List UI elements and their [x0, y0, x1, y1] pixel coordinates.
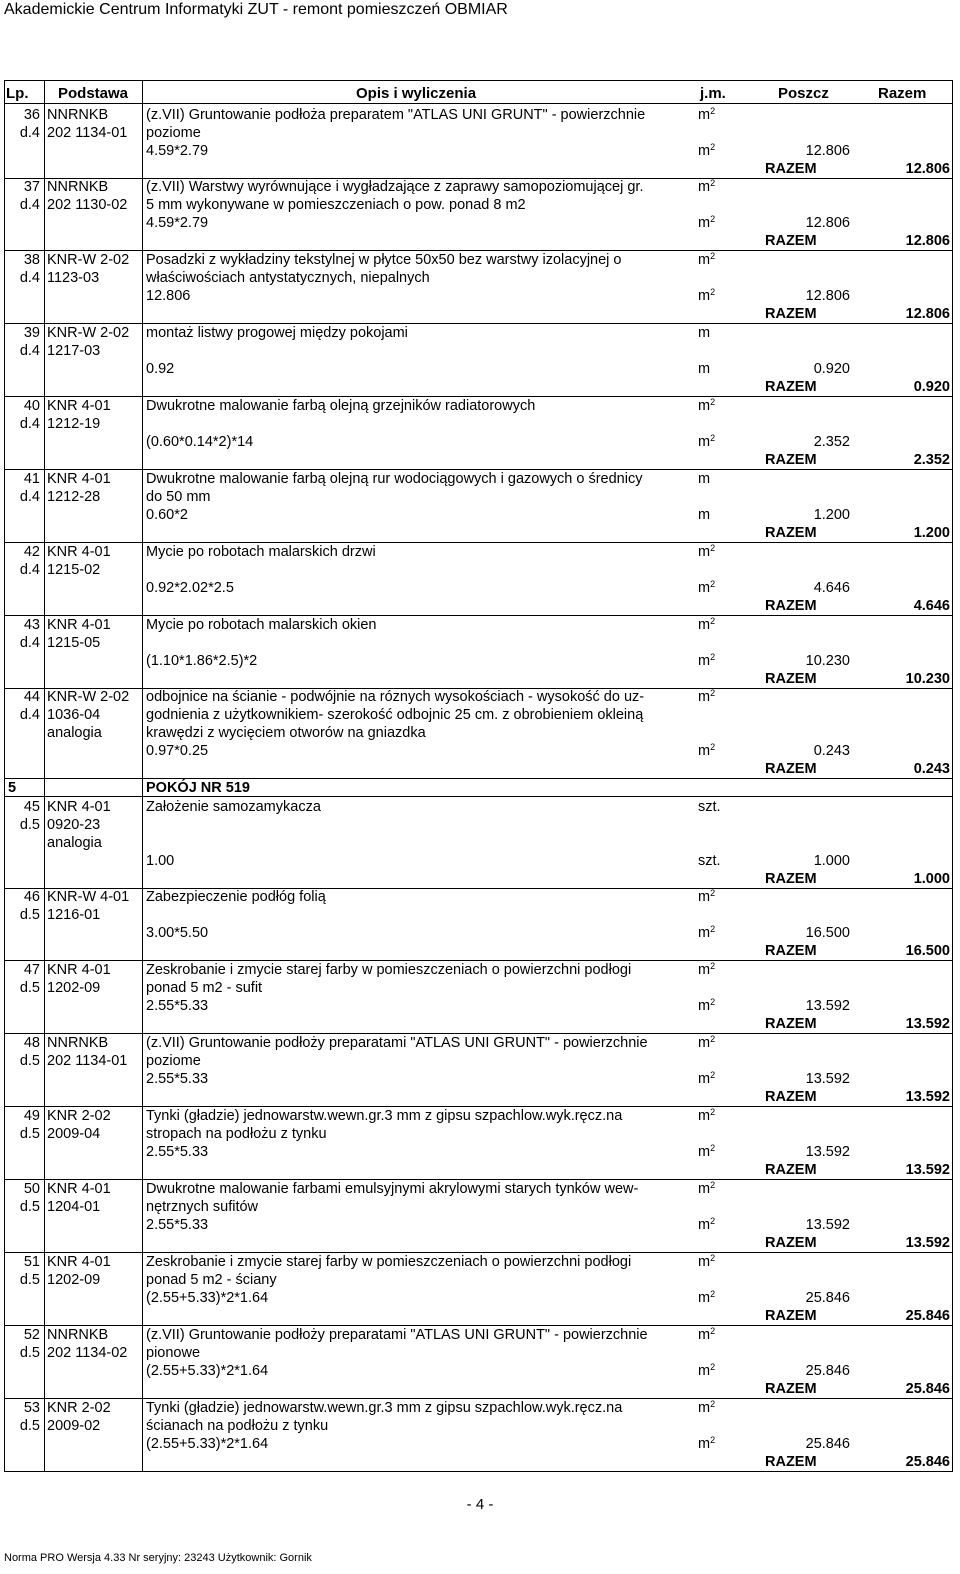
row-calc-unit: $m^2$: [698, 1070, 716, 1087]
row-basis: 1216-01: [47, 907, 101, 923]
row-partial-value: 4.646: [813, 580, 850, 596]
row-number: 50: [23, 1181, 40, 1197]
row-partial-value: 12.806: [805, 215, 850, 231]
row-basis: KNR 4-01: [47, 1181, 111, 1197]
row-number: 43: [23, 617, 40, 633]
row-description: ponad 5 m2 - sufit: [146, 980, 263, 996]
row-number: 36: [23, 107, 40, 123]
row-calculation: 0.97*0.25: [146, 743, 209, 759]
row-partial-value: 12.806: [805, 288, 850, 304]
row-basis: 1212-28: [47, 489, 101, 505]
footer-text: Norma PRO Wersja 4.33 Nr seryjny: 23243 Użytkownik: Gornik: [4, 1552, 312, 1564]
column-header-poszcz: Poszcz: [778, 85, 829, 102]
row-calculation: 4.59*2.79: [146, 143, 209, 159]
row-basis: 1202-09: [47, 980, 101, 996]
row-basis: 1215-05: [47, 635, 101, 651]
row-description: Założenie samozamykacza: [146, 799, 321, 815]
row-description: (z.VII) Gruntowanie podłoży preparatami "ATLAS UNI GRUNT" - powierzchnie: [146, 1035, 648, 1051]
row-unit: $m^2$: [698, 961, 716, 978]
row-partial-value: 25.846: [805, 1363, 850, 1379]
row-total-label: RAZEM: [765, 306, 817, 322]
row-total-label: RAZEM: [765, 161, 817, 177]
column-header-opis: Opis i wyliczenia: [356, 85, 477, 102]
row-calculation: 0.60*2: [146, 507, 188, 523]
row-description: pionowe: [146, 1345, 201, 1361]
row-section-code: d.4: [19, 416, 40, 432]
row-basis: analogia: [47, 835, 102, 851]
row-basis: 1036-04: [47, 707, 101, 723]
row-total-label: RAZEM: [765, 761, 817, 777]
row-calc-unit: $m^2$: [698, 433, 716, 450]
row-total-label: RAZEM: [765, 1089, 817, 1105]
row-total-label: RAZEM: [765, 1381, 817, 1397]
row-basis: KNR 4-01: [47, 544, 111, 560]
row-total-label: RAZEM: [765, 1162, 817, 1178]
row-total-label: RAZEM: [765, 525, 817, 541]
row-section-code: d.5: [19, 1272, 40, 1288]
row-partial-value: 13.592: [805, 1144, 850, 1160]
row-description: (z.VII) Gruntowanie podłoża preparatem "ATLAS UNI GRUNT" - powierzchnie: [146, 107, 646, 123]
row-section-code: d.5: [19, 1053, 40, 1069]
row-total-value: 13.592: [905, 1235, 950, 1251]
row-basis: 202 1134-01: [47, 125, 128, 141]
row-calc-unit: m: [698, 361, 711, 377]
row-calculation: 4.59*2.79: [146, 215, 209, 231]
row-unit: $m^2$: [698, 178, 716, 195]
row-calc-unit: $m^2$: [698, 1216, 716, 1233]
row-total-value: 25.846: [905, 1381, 950, 1397]
row-calc-unit: $m^2$: [698, 142, 716, 159]
row-number: 40: [23, 398, 40, 414]
row-section-code: d.5: [19, 980, 40, 996]
row-unit: $m^2$: [698, 1399, 716, 1416]
row-partial-value: 25.846: [805, 1436, 850, 1452]
row-total-value: 12.806: [905, 161, 950, 177]
row-calc-unit: m: [698, 507, 711, 523]
row-description: Mycie po robotach malarskich okien: [146, 617, 377, 633]
row-calculation: 0.92: [146, 361, 175, 377]
row-description: Zeskrobanie i zmycie starej farby w pomieszczeniach o powierzchni podłogi: [146, 962, 632, 978]
row-partial-value: 1.000: [813, 853, 850, 869]
row-section-code: d.5: [19, 1418, 40, 1434]
row-basis: KNR 4-01: [47, 398, 111, 414]
row-partial-value: 13.592: [805, 1071, 850, 1087]
row-basis: KNR 4-01: [47, 962, 111, 978]
row-number: 48: [23, 1035, 40, 1051]
row-partial-value: 13.592: [805, 998, 850, 1014]
row-total-label: RAZEM: [765, 871, 817, 887]
row-calculation: (2.55+5.33)*2*1.64: [146, 1436, 269, 1452]
row-description: (z.VII) Warstwy wyrównujące i wygładzające z zaprawy samopoziomującej gr.: [146, 179, 644, 195]
row-description: Mycie po robotach malarskich drzwi: [146, 544, 376, 560]
row-basis: 202 1130-02: [47, 197, 128, 213]
row-total-label: RAZEM: [765, 1235, 817, 1251]
row-total-value: 13.592: [905, 1089, 950, 1105]
row-partial-value: 13.592: [805, 1217, 850, 1233]
row-unit: $m^2$: [698, 688, 716, 705]
row-unit: m: [698, 325, 711, 341]
row-section-code: d.5: [19, 1199, 40, 1215]
row-calc-unit: $m^2$: [698, 287, 716, 304]
row-unit: $m^2$: [698, 888, 716, 905]
row-unit: $m^2$: [698, 1034, 716, 1051]
row-unit: szt.: [698, 799, 721, 815]
row-description: poziome: [146, 125, 201, 141]
row-basis: 2009-04: [47, 1126, 101, 1142]
row-unit: $m^2$: [698, 251, 716, 268]
row-calc-unit: $m^2$: [698, 997, 716, 1014]
row-number: 37: [23, 179, 40, 195]
row-basis: KNR 4-01: [47, 471, 111, 487]
row-basis: 1217-03: [47, 343, 101, 359]
row-description: Posadzki z wykładziny tekstylnej w płytce 50x50 bez warstwy izolacyjnej o: [146, 252, 622, 268]
row-basis: KNR 4-01: [47, 617, 111, 633]
row-calculation: 12.806: [146, 288, 191, 304]
row-description: montaż listwy progowej między pokojami: [146, 325, 408, 341]
row-separator: [4, 796, 952, 797]
row-partial-value: 1.200: [813, 507, 850, 523]
row-basis: KNR 4-01: [47, 1254, 111, 1270]
row-number: 45: [23, 799, 40, 815]
row-description: ponad 5 m2 - ściany: [146, 1272, 277, 1288]
row-total-value: 12.806: [905, 306, 950, 322]
row-total-value: 0.243: [913, 761, 950, 777]
row-section-code: d.4: [19, 489, 40, 505]
row-total-value: 13.592: [905, 1016, 950, 1032]
row-description: Zeskrobanie i zmycie starej farby w pomieszczeniach o powierzchni podłogi: [146, 1254, 632, 1270]
row-calculation: 2.55*5.33: [146, 1071, 209, 1087]
row-description: Zabezpieczenie podłóg folią: [146, 889, 326, 905]
row-section-code: d.4: [19, 125, 40, 141]
row-section-code: d.5: [19, 1345, 40, 1361]
row-description: 5 mm wykonywane w pomieszczeniach o pow. ponad 8 m2: [146, 197, 526, 213]
row-basis: NNRNKB: [47, 1327, 109, 1343]
row-basis: 202 1134-02: [47, 1345, 128, 1361]
row-total-value: 12.806: [905, 233, 950, 249]
row-number: 42: [23, 544, 40, 560]
row-section-code: d.4: [19, 197, 40, 213]
row-number: 39: [23, 325, 40, 341]
row-calc-unit: $m^2$: [698, 579, 716, 596]
row-unit: $m^2$: [698, 1107, 716, 1124]
row-section-code: d.5: [19, 1126, 40, 1142]
row-number: 46: [23, 889, 40, 905]
row-calculation: 2.55*5.33: [146, 1217, 209, 1233]
row-description: nętrznych sufitów: [146, 1199, 259, 1215]
row-total-label: RAZEM: [765, 1454, 817, 1470]
row-description: Tynki (gładzie) jednowarstw.wewn.gr.3 mm z gipsu szpachlow.wyk.ręcz.na: [146, 1400, 623, 1416]
row-calc-unit: $m^2$: [698, 742, 716, 759]
row-separator: [4, 1471, 952, 1472]
row-basis: KNR-W 2-02: [47, 252, 130, 268]
column-border: [4, 80, 5, 1472]
row-basis: 1212-19: [47, 416, 101, 432]
row-number: 38: [23, 252, 40, 268]
row-partial-value: 2.352: [813, 434, 850, 450]
row-total-value: 1.000: [913, 871, 950, 887]
row-calc-unit: $m^2$: [698, 1143, 716, 1160]
row-basis: NNRNKB: [47, 107, 109, 123]
row-description: odbojnice na ścianie - podwójnie na róznych wysokościach - wysokość do uz-: [146, 689, 645, 705]
row-basis: 1202-09: [47, 1272, 101, 1288]
row-total-label: RAZEM: [765, 379, 817, 395]
row-basis: 1123-03: [47, 270, 100, 286]
row-calc-unit: $m^2$: [698, 1362, 716, 1379]
row-unit: $m^2$: [698, 1326, 716, 1343]
row-description: poziome: [146, 1053, 201, 1069]
row-section-code: d.4: [19, 562, 40, 578]
row-unit: $m^2$: [698, 1253, 716, 1270]
column-header-podstawa: Podstawa: [58, 85, 129, 102]
row-basis: KNR 4-01: [47, 799, 111, 815]
row-partial-value: 10.230: [805, 653, 850, 669]
row-number: 41: [23, 471, 40, 487]
row-calculation: 0.92*2.02*2.5: [146, 580, 234, 596]
row-partial-value: 16.500: [805, 925, 850, 941]
row-description: właściwościach antystatycznych, niepalnych: [146, 270, 430, 286]
column-header-razem: Razem: [878, 85, 927, 102]
row-description: godnienia z użytkownikiem- szerokość odbojnic 25 cm. z obrobieniem okleiną: [146, 707, 644, 723]
row-unit: m: [698, 471, 711, 487]
row-calculation: (2.55+5.33)*2*1.64: [146, 1290, 269, 1306]
row-description: Dwukrotne malowanie farbą olejną rur wodociągowych i gazowych o średnicy: [146, 471, 643, 487]
row-number: 53: [23, 1400, 40, 1416]
column-border: [952, 80, 953, 1472]
row-description: (z.VII) Gruntowanie podłoży preparatami "ATLAS UNI GRUNT" - powierzchnie: [146, 1327, 648, 1343]
row-total-value: 10.230: [905, 671, 950, 687]
row-basis: KNR 2-02: [47, 1108, 111, 1124]
row-total-value: 16.500: [905, 943, 950, 959]
row-calculation: 2.55*5.33: [146, 998, 209, 1014]
row-number: 49: [23, 1108, 40, 1124]
row-total-value: 25.846: [905, 1454, 950, 1470]
row-basis: KNR 2-02: [47, 1400, 111, 1416]
row-section-code: d.4: [19, 343, 40, 359]
row-number: 52: [23, 1327, 40, 1343]
header-bottom-border: [4, 103, 952, 104]
row-basis: KNR-W 4-01: [47, 889, 130, 905]
row-description: Tynki (gładzie) jednowarstw.wewn.gr.3 mm z gipsu szpachlow.wyk.ręcz.na: [146, 1108, 623, 1124]
column-border: [44, 80, 45, 1472]
row-total-label: RAZEM: [765, 1016, 817, 1032]
row-unit: $m^2$: [698, 1180, 716, 1197]
column-border: [142, 80, 143, 1472]
row-total-value: 2.352: [913, 452, 950, 468]
row-total-label: RAZEM: [765, 943, 817, 959]
row-calc-unit: $m^2$: [698, 652, 716, 669]
row-calc-unit: $m^2$: [698, 924, 716, 941]
document-title: Akademickie Centrum Informatyki ZUT - remont pomieszczeń OBMIAR: [4, 1, 508, 18]
row-total-value: 25.846: [905, 1308, 950, 1324]
row-calc-unit: $m^2$: [698, 1435, 716, 1452]
row-total-value: 13.592: [905, 1162, 950, 1178]
row-basis: analogia: [47, 725, 102, 741]
row-calculation: 2.55*5.33: [146, 1144, 209, 1160]
row-total-label: RAZEM: [765, 671, 817, 687]
row-description: Dwukrotne malowanie farbami emulsyjnymi akrylowymi starych tynków wew-: [146, 1181, 639, 1197]
row-description: Dwukrotne malowanie farbą olejną grzejników radiatorowych: [146, 398, 536, 414]
row-calc-unit: $m^2$: [698, 214, 716, 231]
row-calculation: (1.10*1.86*2.5)*2: [146, 653, 258, 669]
page-number: - 4 -: [466, 1496, 494, 1513]
row-unit: $m^2$: [698, 616, 716, 633]
row-description: krawędzi z wycięciem otworów na gniazdka: [146, 725, 426, 741]
row-basis: 1215-02: [47, 562, 101, 578]
row-description: do 50 mm: [146, 489, 211, 505]
row-calculation: (2.55+5.33)*2*1.64: [146, 1363, 269, 1379]
row-basis: 202 1134-01: [47, 1053, 128, 1069]
row-partial-value: 0.920: [813, 361, 850, 377]
row-calc-unit: $m^2$: [698, 1289, 716, 1306]
row-number: 44: [23, 689, 40, 705]
row-basis: NNRNKB: [47, 179, 109, 195]
row-description: stropach na podłożu z tynku: [146, 1126, 327, 1142]
row-section-code: d.5: [19, 817, 40, 833]
table-top-border: [4, 80, 952, 81]
row-basis: 0920-23: [47, 817, 101, 833]
row-calculation: 3.00*5.50: [146, 925, 209, 941]
row-basis: KNR-W 2-02: [47, 689, 130, 705]
row-total-value: 4.646: [913, 598, 950, 614]
row-partial-value: 25.846: [805, 1290, 850, 1306]
row-calc-unit: szt.: [698, 853, 721, 869]
row-description: ścianach na podłożu z tynku: [146, 1418, 329, 1434]
row-total-label: RAZEM: [765, 1308, 817, 1324]
section-number: 5: [8, 780, 17, 796]
row-section-code: d.5: [19, 907, 40, 923]
row-basis: 1204-01: [47, 1199, 101, 1215]
row-total-value: 1.200: [913, 525, 950, 541]
column-header-lp: Lp.: [6, 85, 29, 102]
row-number: 47: [23, 962, 40, 978]
row-total-label: RAZEM: [765, 598, 817, 614]
row-partial-value: 0.243: [813, 743, 850, 759]
row-partial-value: 12.806: [805, 143, 850, 159]
row-total-label: RAZEM: [765, 233, 817, 249]
row-section-code: d.4: [19, 635, 40, 651]
row-section-code: d.4: [19, 270, 40, 286]
column-header-jm: j.m.: [700, 85, 726, 102]
row-calculation: (0.60*0.14*2)*14: [146, 434, 254, 450]
row-basis: KNR-W 2-02: [47, 325, 130, 341]
row-unit: $m^2$: [698, 543, 716, 560]
row-total-label: RAZEM: [765, 452, 817, 468]
row-unit: $m^2$: [698, 106, 716, 123]
row-number: 51: [23, 1254, 40, 1270]
row-section-code: d.4: [19, 707, 40, 723]
row-basis: NNRNKB: [47, 1035, 109, 1051]
row-total-value: 0.920: [913, 379, 950, 395]
row-calculation: 1.00: [146, 853, 175, 869]
row-unit: $m^2$: [698, 397, 716, 414]
section-title: POKÓJ NR 519: [146, 780, 250, 796]
row-basis: 2009-02: [47, 1418, 101, 1434]
